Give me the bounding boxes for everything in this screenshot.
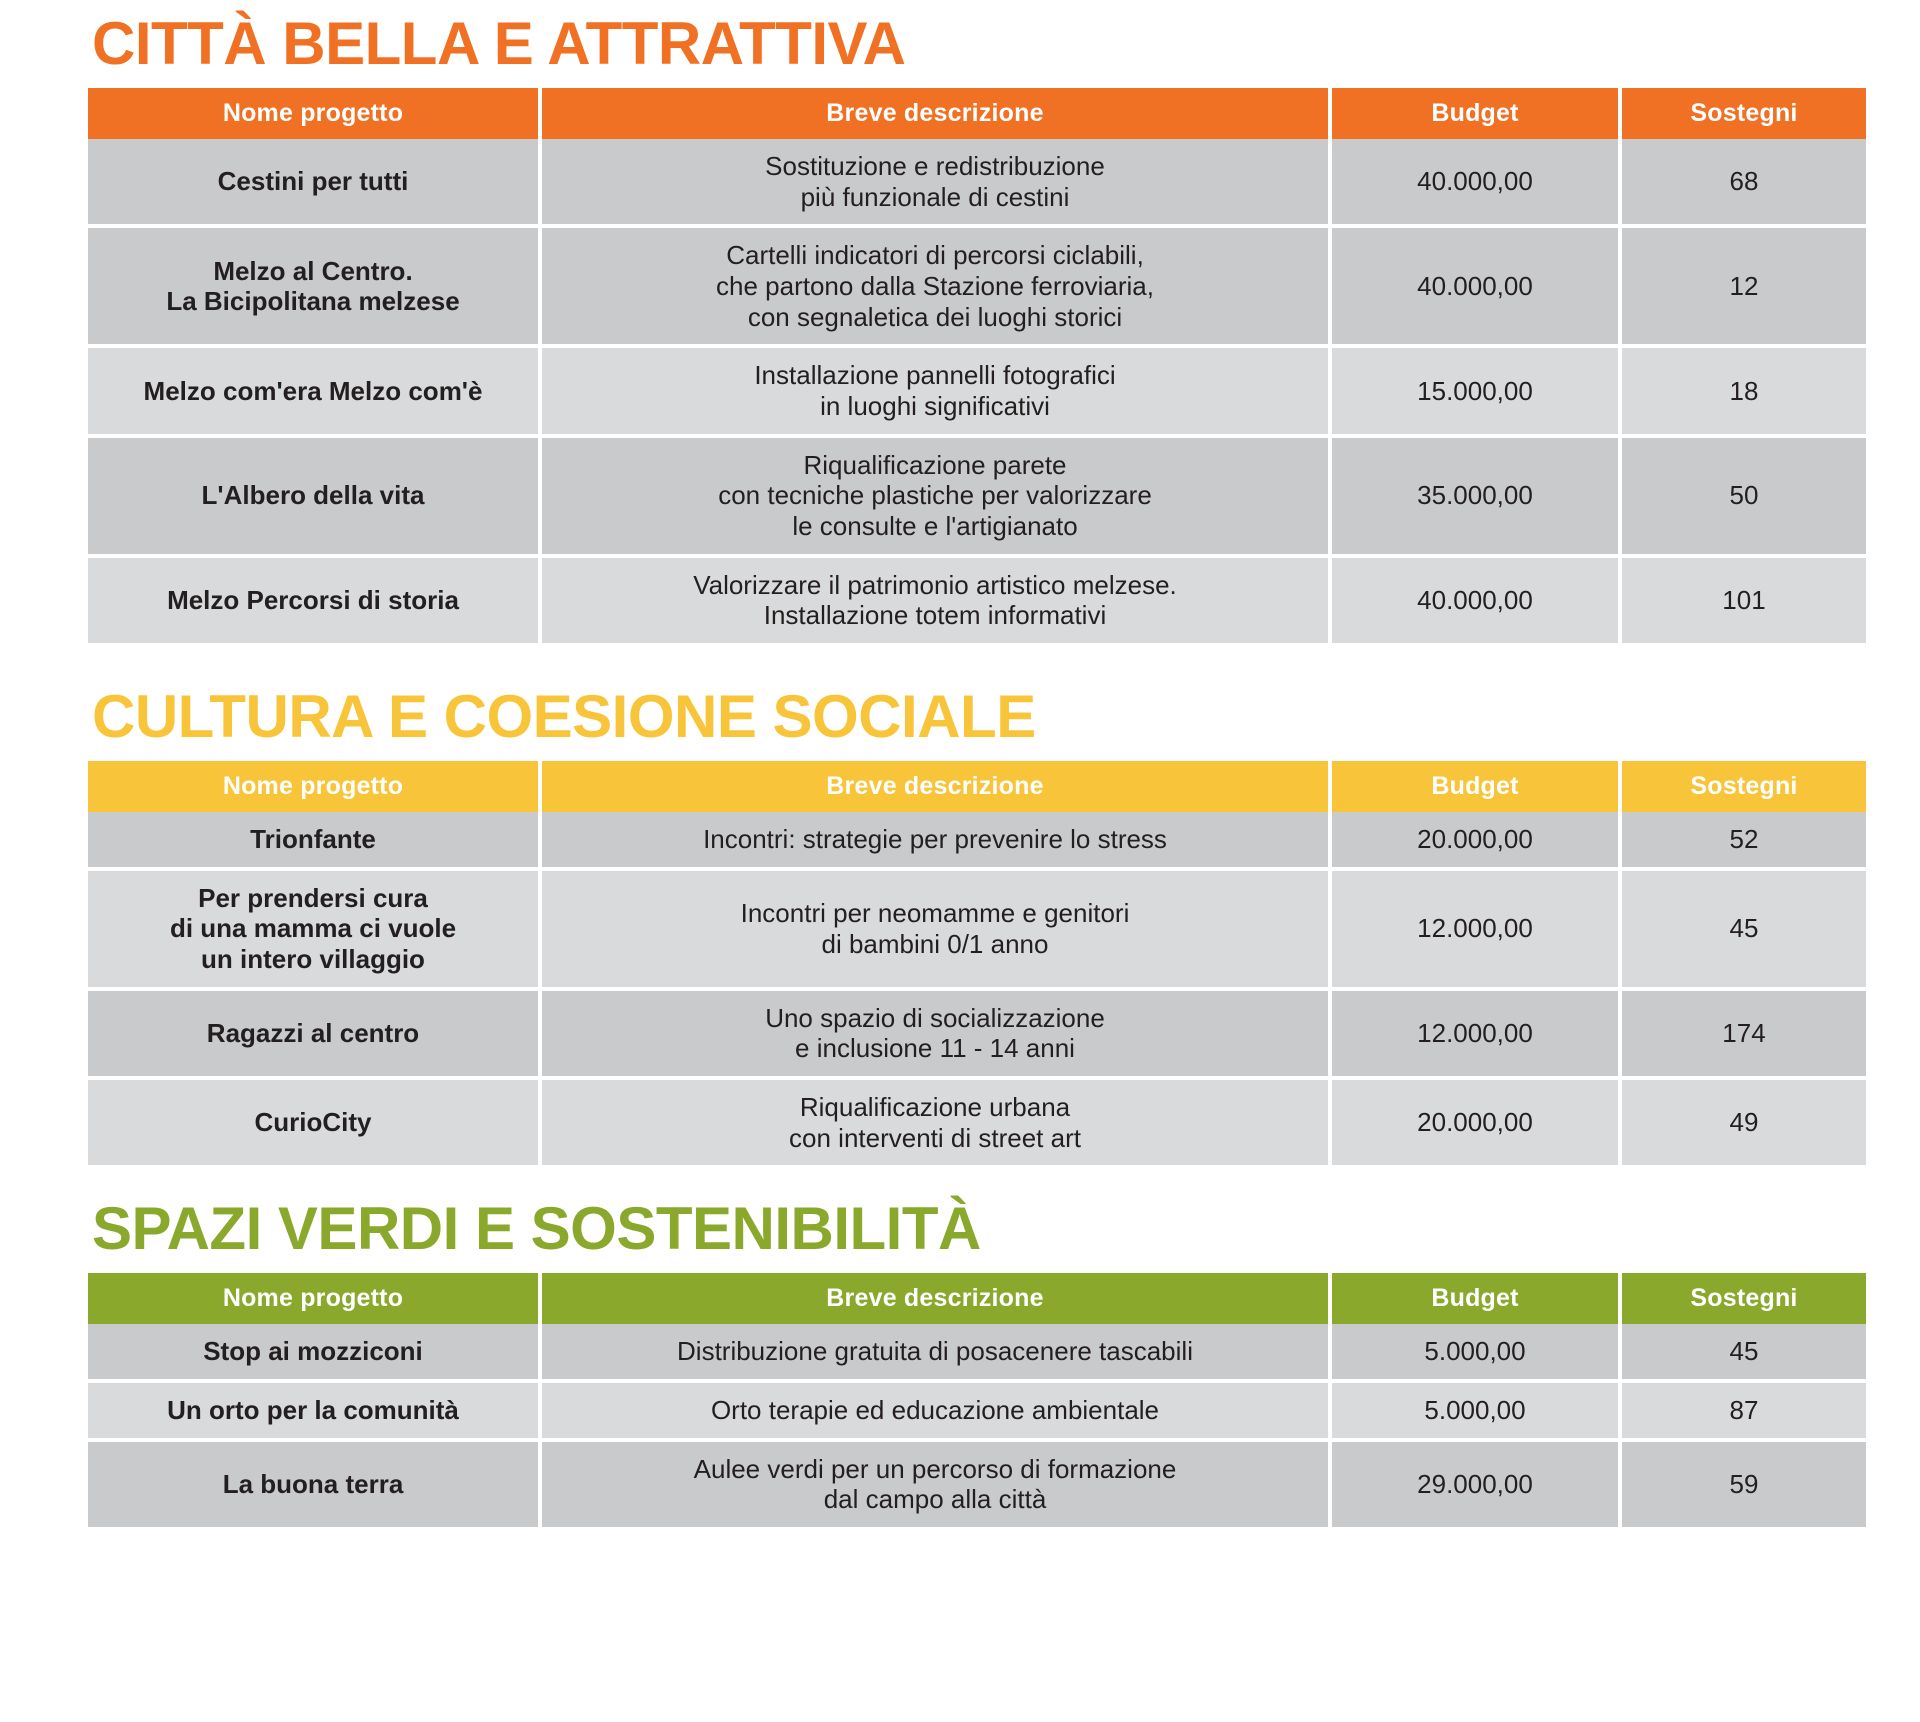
cell-project-description: Incontri per neomamme e genitori di bambini 0/1 anno bbox=[540, 869, 1330, 989]
cell-project-description: Valorizzare il patrimonio artistico melzese. Installazione totem informativi bbox=[540, 556, 1330, 643]
cell-project-budget: 35.000,00 bbox=[1330, 436, 1620, 556]
section-title: CULTURA E COESIONE SOCIALE bbox=[92, 683, 1036, 751]
cell-project-budget: 5.000,00 bbox=[1330, 1381, 1620, 1440]
cell-project-sostegni: 87 bbox=[1620, 1381, 1866, 1440]
projects-table bbox=[88, 761, 1866, 1165]
column-header-sostegni: Sostegni bbox=[1620, 761, 1866, 812]
table-row bbox=[88, 556, 1866, 643]
cell-project-description: Incontri: strategie per prevenire lo stress bbox=[540, 812, 1330, 869]
cell-project-budget: 12.000,00 bbox=[1330, 869, 1620, 989]
table-header-row bbox=[88, 88, 1866, 139]
cell-project-name: La buona terra bbox=[88, 1440, 540, 1527]
cell-project-name: Melzo com'era Melzo com'è bbox=[88, 346, 540, 435]
cell-project-sostegni: 49 bbox=[1620, 1078, 1866, 1165]
cell-project-description: Installazione pannelli fotografici in luoghi significativi bbox=[540, 346, 1330, 435]
cell-project-sostegni: 45 bbox=[1620, 869, 1866, 989]
table-row bbox=[88, 1381, 1866, 1440]
section-spazi-verdi-e-sostenibilita bbox=[0, 1195, 1920, 1527]
cell-project-budget: 5.000,00 bbox=[1330, 1324, 1620, 1381]
projects-table bbox=[88, 88, 1866, 643]
section-title: SPAZI VERDI E SOSTENIBILITÀ bbox=[92, 1195, 981, 1263]
table-header-row bbox=[88, 1273, 1866, 1324]
column-header-nome-progetto: Nome progetto bbox=[88, 761, 540, 812]
table-row bbox=[88, 436, 1866, 556]
column-header-sostegni: Sostegni bbox=[1620, 88, 1866, 139]
cell-project-description: Uno spazio di socializzazione e inclusione 11 - 14 anni bbox=[540, 989, 1330, 1078]
table-row bbox=[88, 1324, 1866, 1381]
cell-project-name: Trionfante bbox=[88, 812, 540, 869]
cell-project-budget: 12.000,00 bbox=[1330, 989, 1620, 1078]
cell-project-sostegni: 68 bbox=[1620, 139, 1866, 226]
cell-project-name: Stop ai mozziconi bbox=[88, 1324, 540, 1381]
cell-project-sostegni: 52 bbox=[1620, 812, 1866, 869]
section-spacer bbox=[0, 643, 1920, 687]
cell-project-sostegni: 59 bbox=[1620, 1440, 1866, 1527]
cell-project-description: Riqualificazione parete con tecniche plastiche per valorizzare le consulte e l'artigianato bbox=[540, 436, 1330, 556]
table-row bbox=[88, 869, 1866, 989]
table-row bbox=[88, 812, 1866, 869]
cell-project-description: Aulee verdi per un percorso di formazione dal campo alla città bbox=[540, 1440, 1330, 1527]
column-header-nome-progetto: Nome progetto bbox=[88, 88, 540, 139]
cell-project-budget: 20.000,00 bbox=[1330, 812, 1620, 869]
cell-project-name: Ragazzi al centro bbox=[88, 989, 540, 1078]
table-row bbox=[88, 1440, 1866, 1527]
table-header-row bbox=[88, 761, 1866, 812]
cell-project-description: Riqualificazione urbana con interventi di street art bbox=[540, 1078, 1330, 1165]
table-row bbox=[88, 1078, 1866, 1165]
cell-project-description: Orto terapie ed educazione ambientale bbox=[540, 1381, 1330, 1440]
cell-project-description: Distribuzione gratuita di posacenere tascabili bbox=[540, 1324, 1330, 1381]
cell-project-sostegni: 174 bbox=[1620, 989, 1866, 1078]
column-header-breve-descrizione: Breve descrizione bbox=[540, 761, 1330, 812]
section-title: CITTÀ BELLA E ATTRATTIVA bbox=[92, 10, 906, 77]
table-row bbox=[88, 346, 1866, 435]
cell-project-name: CurioCity bbox=[88, 1078, 540, 1165]
column-header-nome-progetto: Nome progetto bbox=[88, 1273, 540, 1324]
cell-project-sostegni: 18 bbox=[1620, 346, 1866, 435]
cell-project-name: L'Albero della vita bbox=[88, 436, 540, 556]
cell-project-name: Un orto per la comunità bbox=[88, 1381, 540, 1440]
cell-project-budget: 15.000,00 bbox=[1330, 346, 1620, 435]
section-spacer bbox=[0, 1165, 1920, 1199]
column-header-breve-descrizione: Breve descrizione bbox=[540, 88, 1330, 139]
cell-project-sostegni: 45 bbox=[1620, 1324, 1866, 1381]
cell-project-sostegni: 101 bbox=[1620, 556, 1866, 643]
cell-project-name: Melzo Percorsi di storia bbox=[88, 556, 540, 643]
table-row bbox=[88, 989, 1866, 1078]
cell-project-description: Sostituzione e redistribuzione più funzionale di cestini bbox=[540, 139, 1330, 226]
cell-project-budget: 40.000,00 bbox=[1330, 556, 1620, 643]
cell-project-name: Melzo al Centro. La Bicipolitana melzese bbox=[88, 226, 540, 346]
cell-project-budget: 29.000,00 bbox=[1330, 1440, 1620, 1527]
cell-project-budget: 20.000,00 bbox=[1330, 1078, 1620, 1165]
cell-project-budget: 40.000,00 bbox=[1330, 226, 1620, 346]
column-header-budget: Budget bbox=[1330, 1273, 1620, 1324]
cell-project-sostegni: 12 bbox=[1620, 226, 1866, 346]
column-header-budget: Budget bbox=[1330, 88, 1620, 139]
section-citta-bella-e-attrattiva bbox=[0, 10, 1920, 643]
cell-project-description: Cartelli indicatori di percorsi ciclabili, che partono dalla Stazione ferroviaria, con segnaletica dei luoghi storici bbox=[540, 226, 1330, 346]
projects-table bbox=[88, 1273, 1866, 1527]
column-header-breve-descrizione: Breve descrizione bbox=[540, 1273, 1330, 1324]
cell-project-name: Cestini per tutti bbox=[88, 139, 540, 226]
cell-project-budget: 40.000,00 bbox=[1330, 139, 1620, 226]
section-cultura-e-coesione-sociale bbox=[0, 683, 1920, 1165]
table-row bbox=[88, 226, 1866, 346]
column-header-budget: Budget bbox=[1330, 761, 1620, 812]
table-row bbox=[88, 139, 1866, 226]
cell-project-name: Per prendersi cura di una mamma ci vuole un intero villaggio bbox=[88, 869, 540, 989]
cell-project-sostegni: 50 bbox=[1620, 436, 1866, 556]
column-header-sostegni: Sostegni bbox=[1620, 1273, 1866, 1324]
